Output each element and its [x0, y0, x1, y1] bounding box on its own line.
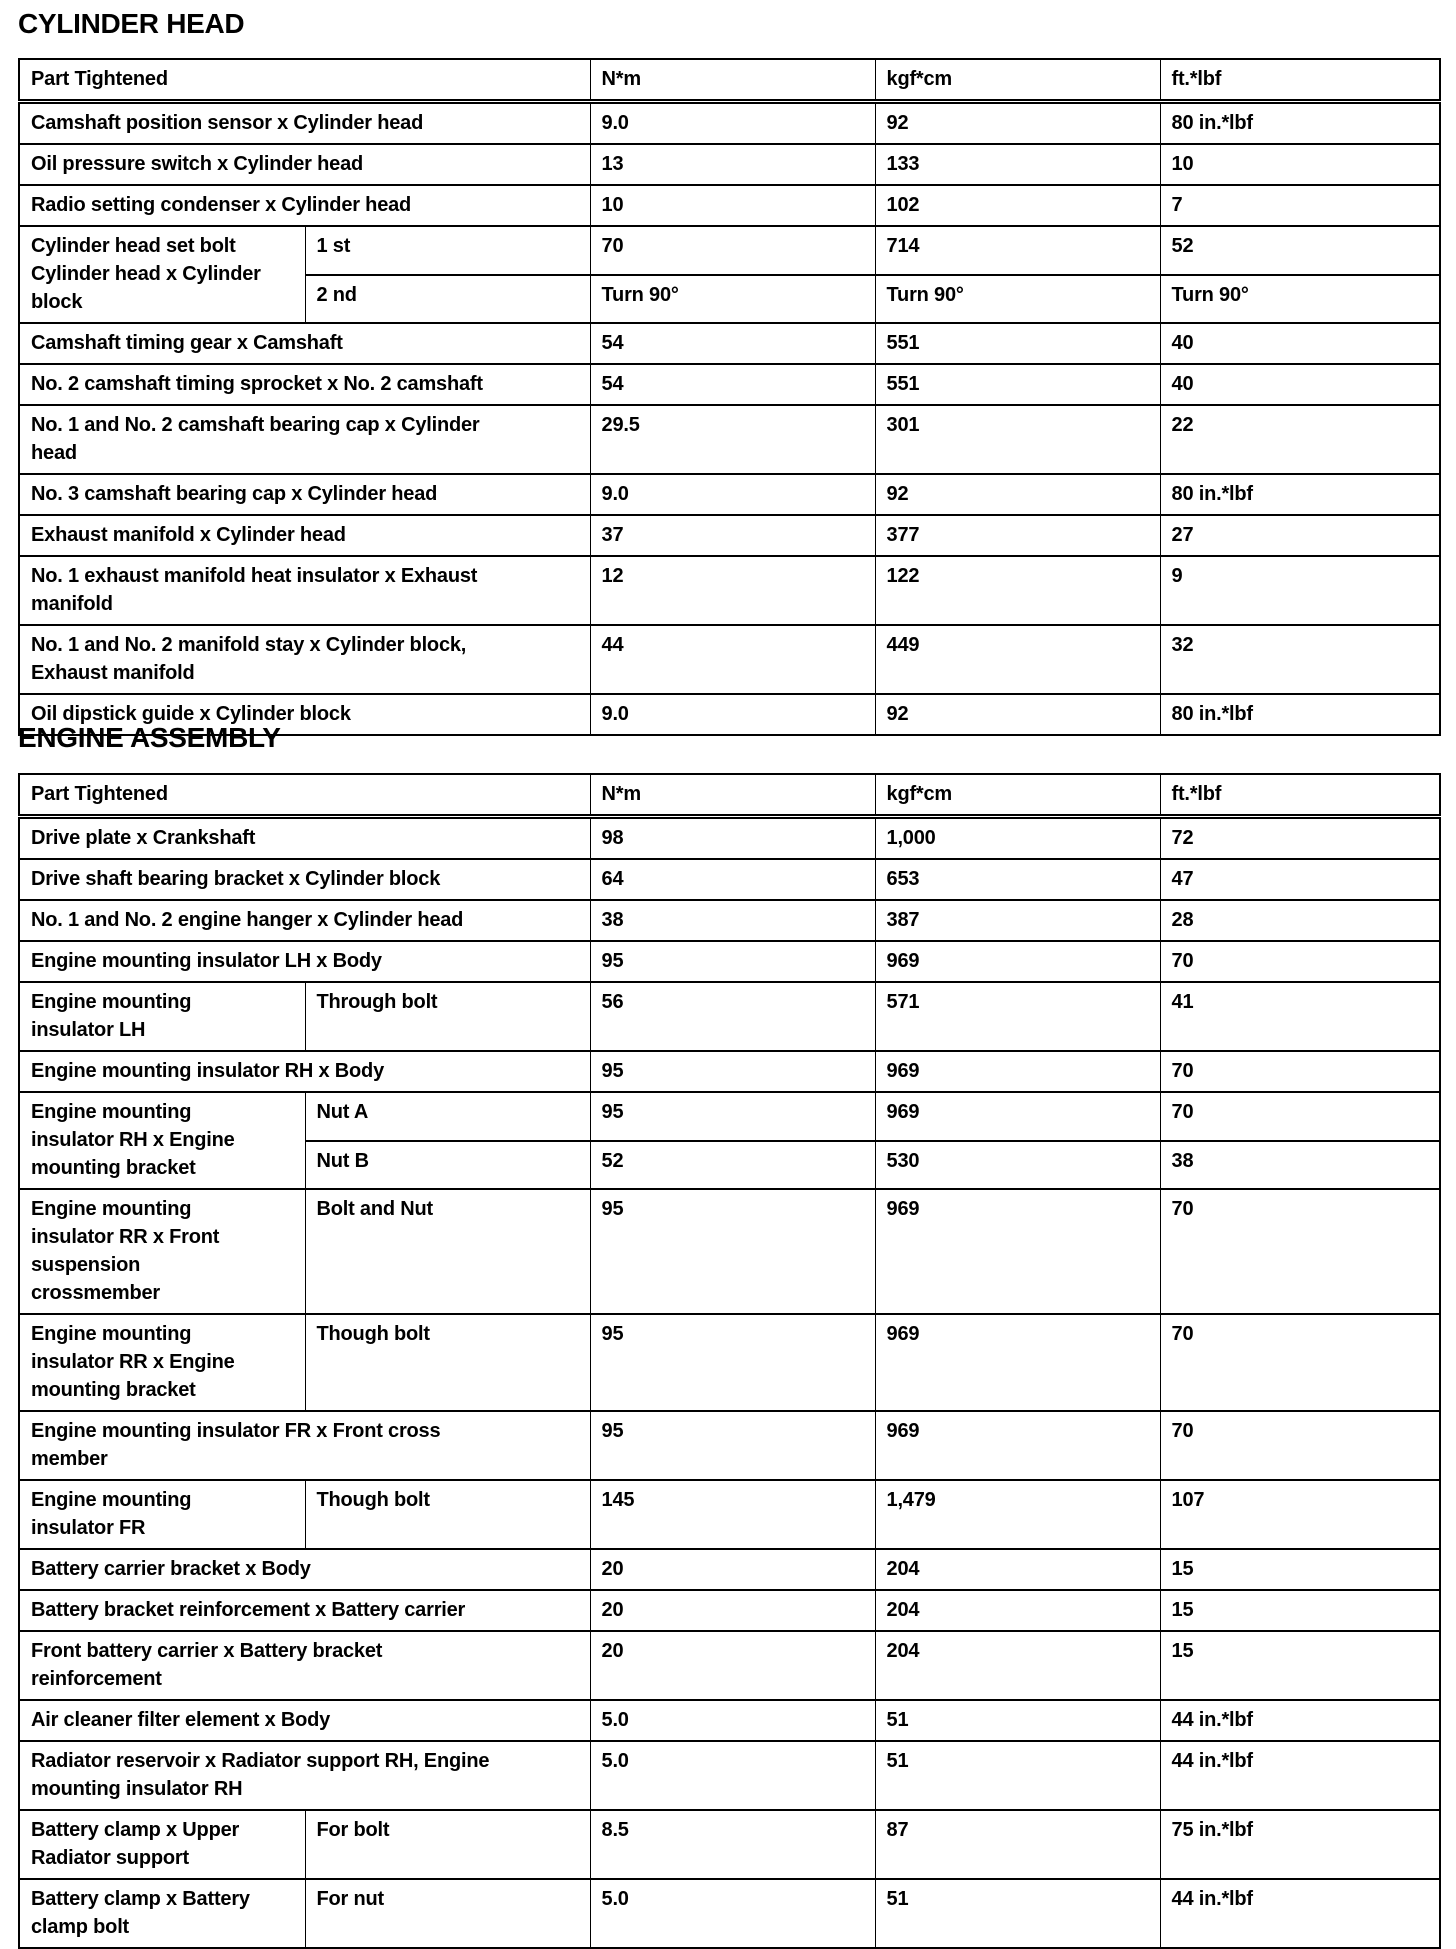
kgf-cm-cell: 571 — [875, 982, 1160, 1051]
ft-lbf-cell: 44 in.*lbf — [1160, 1741, 1440, 1810]
table-row — [19, 900, 1440, 941]
table-row — [19, 1314, 1440, 1411]
kgf-cm-cell: 969 — [875, 1314, 1160, 1411]
ft-lbf-cell: 15 — [1160, 1631, 1440, 1700]
kgf-cm-cell: 551 — [875, 323, 1160, 364]
part-cell: Drive shaft bearing bracket x Cylinder block — [19, 859, 590, 900]
part-cell: Engine mounting insulator RH x Engine mounting bracket — [19, 1092, 305, 1189]
table-row — [19, 405, 1440, 474]
kgf-cm-cell: 204 — [875, 1590, 1160, 1631]
kgf-cm-cell: 92 — [875, 694, 1160, 735]
header-part: Part Tightened — [19, 59, 590, 102]
header-kgf: kgf*cm — [875, 774, 1160, 817]
sub-part-cell: Though bolt — [305, 1314, 590, 1411]
table-row — [19, 1879, 1440, 1948]
nm-cell: 52 — [590, 1141, 875, 1190]
nm-cell: 38 — [590, 900, 875, 941]
nm-cell: 20 — [590, 1590, 875, 1631]
ft-lbf-cell: 80 in.*lbf — [1160, 102, 1440, 145]
ft-lbf-cell: 44 in.*lbf — [1160, 1879, 1440, 1948]
table-row — [19, 1411, 1440, 1480]
kgf-cm-cell: 969 — [875, 1411, 1160, 1480]
nm-cell: 13 — [590, 144, 875, 185]
ft-lbf-cell: 72 — [1160, 817, 1440, 860]
kgf-cm-cell: 1,479 — [875, 1480, 1160, 1549]
table-row — [19, 1189, 1440, 1314]
part-cell: Front battery carrier x Battery bracket reinforcement — [19, 1631, 590, 1700]
kgf-cm-cell: 714 — [875, 226, 1160, 275]
kgf-cm-cell: 92 — [875, 474, 1160, 515]
kgf-cm-cell: 87 — [875, 1810, 1160, 1879]
table-row — [19, 1631, 1440, 1700]
ft-lbf-cell: 44 in.*lbf — [1160, 1700, 1440, 1741]
ft-lbf-cell: 70 — [1160, 1092, 1440, 1141]
table-row — [19, 1480, 1440, 1549]
part-cell: Engine mounting insulator RR x Engine mounting bracket — [19, 1314, 305, 1411]
ft-lbf-cell: 32 — [1160, 625, 1440, 694]
kgf-cm-cell: 1,000 — [875, 817, 1160, 860]
table-row — [19, 1590, 1440, 1631]
sub-part-cell: Nut B — [305, 1141, 590, 1190]
nm-cell: 95 — [590, 1092, 875, 1141]
header-row — [19, 774, 1440, 817]
nm-cell: 70 — [590, 226, 875, 275]
kgf-cm-cell: 969 — [875, 1092, 1160, 1141]
ft-lbf-cell: 40 — [1160, 364, 1440, 405]
part-cell: Battery bracket reinforcement x Battery carrier — [19, 1590, 590, 1631]
table-row — [19, 102, 1440, 145]
nm-cell: 12 — [590, 556, 875, 625]
table-row — [19, 364, 1440, 405]
nm-cell: 95 — [590, 1314, 875, 1411]
nm-cell: 98 — [590, 817, 875, 860]
table-row — [19, 226, 1440, 275]
nm-cell: 44 — [590, 625, 875, 694]
nm-cell: 56 — [590, 982, 875, 1051]
kgf-cm-cell: 387 — [875, 900, 1160, 941]
part-cell: Radio setting condenser x Cylinder head — [19, 185, 590, 226]
nm-cell: 54 — [590, 364, 875, 405]
table-row — [19, 144, 1440, 185]
kgf-cm-cell: 551 — [875, 364, 1160, 405]
part-cell: Engine mounting insulator RR x Front suspension crossmember — [19, 1189, 305, 1314]
table-row — [19, 1549, 1440, 1590]
ft-lbf-cell: 75 in.*lbf — [1160, 1810, 1440, 1879]
nm-cell: 9.0 — [590, 694, 875, 735]
kgf-cm-cell: 102 — [875, 185, 1160, 226]
part-cell: Exhaust manifold x Cylinder head — [19, 515, 590, 556]
nm-cell: 37 — [590, 515, 875, 556]
part-cell: Engine mounting insulator RH x Body — [19, 1051, 590, 1092]
nm-cell: 29.5 — [590, 405, 875, 474]
ft-lbf-cell: 41 — [1160, 982, 1440, 1051]
kgf-cm-cell: 449 — [875, 625, 1160, 694]
nm-cell: 20 — [590, 1631, 875, 1700]
nm-cell: Turn 90° — [590, 275, 875, 324]
part-cell: Oil pressure switch x Cylinder head — [19, 144, 590, 185]
section-title-engine-assembly: ENGINE ASSEMBLY — [18, 722, 281, 753]
kgf-cm-cell: 51 — [875, 1879, 1160, 1948]
nm-cell: 5.0 — [590, 1741, 875, 1810]
ft-lbf-cell: 15 — [1160, 1549, 1440, 1590]
table-row — [19, 515, 1440, 556]
nm-cell: 9.0 — [590, 102, 875, 145]
ft-lbf-cell: Turn 90° — [1160, 275, 1440, 324]
part-cell: Drive plate x Crankshaft — [19, 817, 590, 860]
part-cell: Battery clamp x Upper Radiator support — [19, 1810, 305, 1879]
ft-lbf-cell: 70 — [1160, 1411, 1440, 1480]
part-cell: Battery carrier bracket x Body — [19, 1549, 590, 1590]
nm-cell: 20 — [590, 1549, 875, 1590]
nm-cell: 5.0 — [590, 1700, 875, 1741]
kgf-cm-cell: 204 — [875, 1631, 1160, 1700]
nm-cell: 95 — [590, 1189, 875, 1314]
table-row — [19, 185, 1440, 226]
nm-cell: 95 — [590, 941, 875, 982]
ft-lbf-cell: 107 — [1160, 1480, 1440, 1549]
table-row — [19, 474, 1440, 515]
part-cell: Engine mounting insulator FR — [19, 1480, 305, 1549]
part-cell: No. 1 and No. 2 manifold stay x Cylinder block, Exhaust manifold — [19, 625, 590, 694]
kgf-cm-cell: 377 — [875, 515, 1160, 556]
header-ft: ft.*lbf — [1160, 59, 1440, 102]
nm-cell: 8.5 — [590, 1810, 875, 1879]
table-row — [19, 982, 1440, 1051]
table-row — [19, 1700, 1440, 1741]
table-row — [19, 323, 1440, 364]
kgf-cm-cell: 51 — [875, 1741, 1160, 1810]
table-row — [19, 556, 1440, 625]
kgf-cm-cell: 204 — [875, 1549, 1160, 1590]
part-cell: Camshaft timing gear x Camshaft — [19, 323, 590, 364]
kgf-cm-cell: 653 — [875, 859, 1160, 900]
part-cell: Oil dipstick guide x Cylinder block — [19, 694, 590, 735]
ft-lbf-cell: 7 — [1160, 185, 1440, 226]
kgf-cm-cell: 301 — [875, 405, 1160, 474]
sub-part-cell: For nut — [305, 1879, 590, 1948]
section-title-cylinder-head: CYLINDER HEAD — [18, 8, 245, 39]
table-row — [19, 941, 1440, 982]
kgf-cm-cell: Turn 90° — [875, 275, 1160, 324]
sub-part-cell: 2 nd — [305, 275, 590, 324]
part-cell: No. 3 camshaft bearing cap x Cylinder head — [19, 474, 590, 515]
kgf-cm-cell: 969 — [875, 941, 1160, 982]
ft-lbf-cell: 40 — [1160, 323, 1440, 364]
part-cell: Engine mounting insulator LH x Body — [19, 941, 590, 982]
kgf-cm-cell: 969 — [875, 1051, 1160, 1092]
header-part: Part Tightened — [19, 774, 590, 817]
part-cell: Battery clamp x Battery clamp bolt — [19, 1879, 305, 1948]
nm-cell: 64 — [590, 859, 875, 900]
ft-lbf-cell: 80 in.*lbf — [1160, 474, 1440, 515]
part-cell: Air cleaner filter element x Body — [19, 1700, 590, 1741]
kgf-cm-cell: 92 — [875, 102, 1160, 145]
ft-lbf-cell: 80 in.*lbf — [1160, 694, 1440, 735]
part-cell: Engine mounting insulator LH — [19, 982, 305, 1051]
sub-part-cell: 1 st — [305, 226, 590, 275]
header-nm: N*m — [590, 774, 875, 817]
cylinder-head-torque-table — [18, 58, 1441, 736]
sub-part-cell: Bolt and Nut — [305, 1189, 590, 1314]
table-row — [19, 817, 1440, 860]
header-nm: N*m — [590, 59, 875, 102]
table-row — [19, 625, 1440, 694]
table-row — [19, 859, 1440, 900]
ft-lbf-cell: 22 — [1160, 405, 1440, 474]
header-kgf: kgf*cm — [875, 59, 1160, 102]
sub-part-cell: Nut A — [305, 1092, 590, 1141]
ft-lbf-cell: 27 — [1160, 515, 1440, 556]
nm-cell: 9.0 — [590, 474, 875, 515]
part-cell: Radiator reservoir x Radiator support RH, Engine mounting insulator RH — [19, 1741, 590, 1810]
part-cell: No. 1 exhaust manifold heat insulator x Exhaust manifold — [19, 556, 590, 625]
ft-lbf-cell: 38 — [1160, 1141, 1440, 1190]
part-cell: No. 1 and No. 2 camshaft bearing cap x Cylinder head — [19, 405, 590, 474]
kgf-cm-cell: 530 — [875, 1141, 1160, 1190]
ft-lbf-cell: 9 — [1160, 556, 1440, 625]
ft-lbf-cell: 52 — [1160, 226, 1440, 275]
ft-lbf-cell: 70 — [1160, 941, 1440, 982]
part-cell: Engine mounting insulator FR x Front cross member — [19, 1411, 590, 1480]
nm-cell: 95 — [590, 1051, 875, 1092]
part-cell: Camshaft position sensor x Cylinder head — [19, 102, 590, 145]
sub-part-cell: Though bolt — [305, 1480, 590, 1549]
ft-lbf-cell: 70 — [1160, 1189, 1440, 1314]
nm-cell: 5.0 — [590, 1879, 875, 1948]
ft-lbf-cell: 10 — [1160, 144, 1440, 185]
part-cell: No. 1 and No. 2 engine hanger x Cylinder head — [19, 900, 590, 941]
nm-cell: 95 — [590, 1411, 875, 1480]
kgf-cm-cell: 969 — [875, 1189, 1160, 1314]
kgf-cm-cell: 133 — [875, 144, 1160, 185]
ft-lbf-cell: 47 — [1160, 859, 1440, 900]
kgf-cm-cell: 122 — [875, 556, 1160, 625]
table-row — [19, 1051, 1440, 1092]
nm-cell: 10 — [590, 185, 875, 226]
ft-lbf-cell: 28 — [1160, 900, 1440, 941]
ft-lbf-cell: 15 — [1160, 1590, 1440, 1631]
table-row — [19, 1092, 1440, 1141]
engine-assembly-torque-table — [18, 773, 1441, 1949]
header-row — [19, 59, 1440, 102]
nm-cell: 145 — [590, 1480, 875, 1549]
part-cell: No. 2 camshaft timing sprocket x No. 2 camshaft — [19, 364, 590, 405]
kgf-cm-cell: 51 — [875, 1700, 1160, 1741]
sub-part-cell: Through bolt — [305, 982, 590, 1051]
table-row — [19, 1810, 1440, 1879]
table-row — [19, 1741, 1440, 1810]
sub-part-cell: For bolt — [305, 1810, 590, 1879]
header-ft: ft.*lbf — [1160, 774, 1440, 817]
part-cell: Cylinder head set bolt Cylinder head x Cylinder block — [19, 226, 305, 323]
ft-lbf-cell: 70 — [1160, 1051, 1440, 1092]
nm-cell: 54 — [590, 323, 875, 364]
ft-lbf-cell: 70 — [1160, 1314, 1440, 1411]
